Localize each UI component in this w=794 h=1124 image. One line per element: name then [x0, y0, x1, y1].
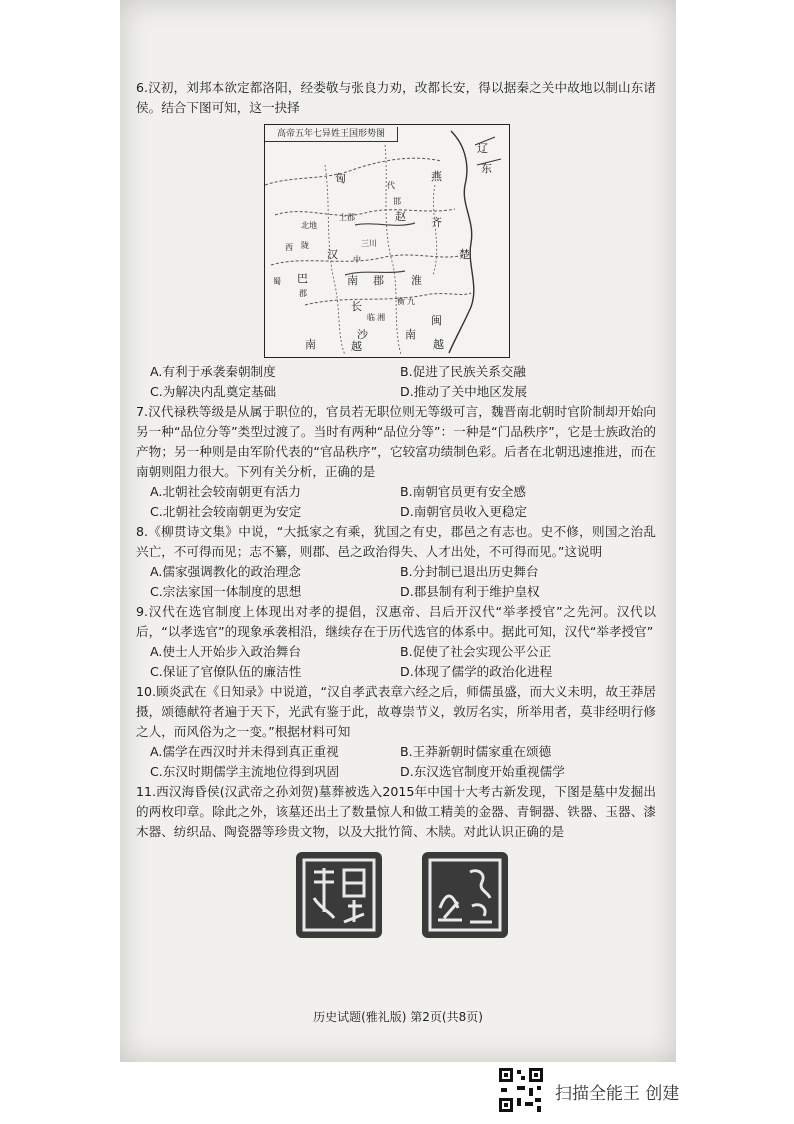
option-d: D.郡县制有利于维护皇权 [400, 584, 540, 599]
exam-page [120, 0, 676, 1062]
map-label: 齐 [431, 216, 442, 229]
option-c: C.保证了官僚队伍的廉洁性 [150, 664, 302, 679]
map-label: 辽 [477, 142, 488, 155]
question-6-options [136, 362, 656, 402]
map-label: 三川 [361, 239, 377, 248]
option-b: B.促进了民族关系交融 [400, 364, 526, 379]
map-label: 代 [387, 181, 395, 190]
map-label: 邯 [393, 197, 401, 206]
map-label: 西 [285, 243, 293, 252]
question-7-text: 7.汉代禄秩等级是从属于职位的，官员若无职位则无等级可言，魏晋南北朝时官阶制却开始向另一种“品位分等”类型过渡了。当时有两种“品位分等”：一种是“门品秩序”，它是士族政治的产物；另一种则是由军阶代表的“官品秩序”，它较富功绩制色彩。后者在北朝迅速推进，而在南朝则阻力很大。下列有关分析，正确的是 [136, 404, 656, 479]
map-label: 九 [407, 297, 415, 306]
map-label: 楚 [459, 248, 470, 261]
question-11 [136, 782, 656, 938]
question-9-options [136, 642, 656, 682]
map-label: 郡 [299, 289, 307, 298]
question-7-options [136, 482, 656, 522]
map-label: 临 [367, 313, 375, 322]
map-label: 上郡 [339, 213, 355, 222]
option-d: D.东汉选官制度开始重视儒学 [400, 764, 565, 779]
question-10-options [136, 742, 656, 782]
map-label: 南 [305, 338, 316, 351]
seal-images [296, 852, 656, 938]
seal-image-right [422, 852, 508, 938]
map-label: 湘 [377, 313, 385, 322]
option-a: A.有利于承袭秦朝制度 [150, 364, 276, 379]
map-label: 郡 [373, 274, 384, 287]
map-label: 闽 [431, 314, 442, 327]
option-a: A.使士人开始步入政治舞台 [150, 644, 301, 659]
qr-code-icon [497, 1066, 545, 1114]
question-10 [136, 682, 656, 782]
map-label: 匈 [335, 172, 346, 185]
map-figure [264, 124, 510, 358]
option-c: C.东汉时期儒学主流地位得到巩固 [150, 764, 340, 779]
option-c: C.北朝社会较南朝更为安定 [150, 504, 302, 519]
map-label: 南 [405, 328, 416, 341]
map-label: 北地 [301, 221, 317, 230]
map-label: 陇 [301, 241, 309, 250]
option-d: D.推动了关中地区发展 [400, 384, 528, 399]
option-c: C.宗法家国一体制度的思想 [150, 584, 302, 599]
map-label: 越 [351, 340, 362, 353]
option-d: D.南朝官员收入更稳定 [400, 504, 528, 519]
map-title: 高帝五年七异姓王国形势图 [265, 127, 398, 142]
option-b: B.促使了社会实现公平公正 [400, 644, 552, 659]
question-8 [136, 522, 656, 602]
question-6 [136, 78, 656, 402]
option-b: B.南朝官员更有安全感 [400, 484, 526, 499]
option-d: D.体现了儒学的政治化进程 [400, 664, 553, 679]
question-8-options [136, 562, 656, 602]
map-label: 东 [481, 162, 492, 175]
option-b: B.分封制已退出历史舞台 [400, 564, 539, 579]
map-label: 长 [351, 300, 362, 313]
page-footer: 历史试题(雅礼版) 第2页(共8页) [313, 1010, 483, 1024]
map-label: 中 [353, 255, 361, 264]
option-a: A.儒家强调教化的政治理念 [150, 564, 301, 579]
map-label: 越 [433, 338, 444, 351]
map-label: 蜀 [273, 277, 281, 286]
option-a: A.儒学在西汉时并未得到真正重视 [150, 744, 339, 759]
map-label: 赵 [395, 210, 406, 223]
question-6-text: 6.汉初，刘邦本欲定都洛阳，经娄敬与张良力劝，改都长安，得以据秦之关中故地以制山东诸侯。结合下图可知，这一抉择 [136, 80, 656, 115]
map-label: 燕 [431, 170, 442, 183]
exam-content [136, 78, 656, 938]
question-8-text: 8.《柳贯诗文集》中说，“大抵家之有乘，犹国之有史，郡邑之有志也。史不修，则国之治乱兴亡，不可得而见；志不纂，则郡、邑之政治得失、人才出处，不可得而见。”这说明 [136, 524, 656, 559]
option-c: C.为解决内乱奠定基础 [150, 384, 277, 399]
map-label: 南 [347, 274, 358, 287]
question-9-text: 9.汉代在选官制度上体现出对孝的提倡，汉惠帝、吕后开汉代“举孝授官”之先河。汉代以后，“以孝选官”的现象承袭相沿，继续存在于历代选官的体系中。据此可知，汉代“举孝授官” [136, 604, 656, 639]
map-label: 巴 [297, 272, 308, 285]
map-label: 汉 [327, 248, 338, 261]
seal-image-left [296, 852, 382, 938]
map-label: 淮 [411, 274, 422, 287]
option-b: B.王莽新朝时儒家重在颂德 [400, 744, 552, 759]
question-7 [136, 402, 656, 522]
question-10-text: 10.顾炎武在《日知录》中说道，“汉自孝武表章六经之后，师儒虽盛，而大义未明，故王莽居摄，颂德献符者遍于天下，光武有鉴于此，故尊崇节义，敦厉名实，所举用者，莫非经明行修之人，而风俗为之一变。”根据材料可知 [136, 684, 656, 739]
scanner-watermark: 扫描全能王 创建 [555, 1084, 680, 1104]
question-9 [136, 602, 656, 682]
question-11-text: 11.西汉海昏侯(汉武帝之孙刘贺)墓葬被选入2015年中国十大考古新发现，下图是墓中发掘出的两枚印章。除此之外，该墓还出土了数量惊人和做工精美的金器、青铜器、铁器、玉器、漆木器、纺织品、陶瓷器等珍贵文物，以及大批竹简、木牍。对此认识正确的是 [136, 784, 656, 839]
map-label: 沙 [357, 328, 368, 341]
option-a: A.北朝社会较南朝更有活力 [150, 484, 301, 499]
map-label: 衡 [397, 297, 405, 306]
